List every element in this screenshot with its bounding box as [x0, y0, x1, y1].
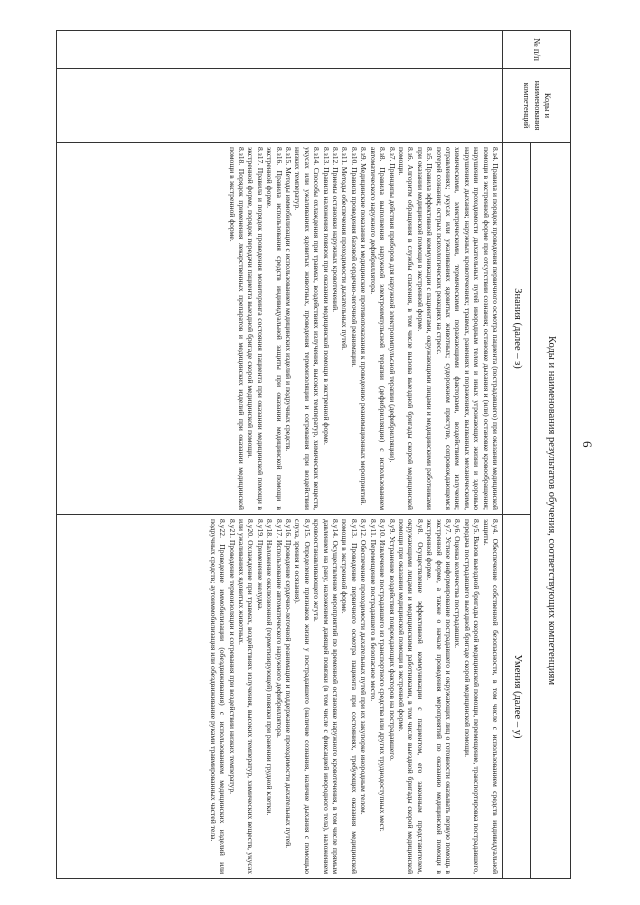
knowledge-item: 8.з8. Правила выполнения наружной электроимпульсной терапии (дефибрилляции) с использованием автоматического наружного дефибриллятора. [368, 147, 388, 510]
knowledge-cell [57, 143, 503, 515]
skill-item: 8.у15. Определение признаков жизни у пострадавшего (наличие сознания, наличие дыхания с помощью слуха, зрения и осязания). [293, 519, 312, 875]
knowledge-item: 8.з17. Правила и порядок проведения мониторинга состояния пациента при оказании медицинской помощи в экстренной форме, порядок передачи пациента выездной бригаде скорой медицинской помощи. [246, 147, 265, 510]
page-number: 6 [580, 441, 595, 448]
knowledge-item: 8.з15. Методы иммобилизации с использованием медицинских изделий и подручных средств. [284, 147, 294, 452]
knowledge-item: 8.з13. Правила наложения повязок при оказании медицинской помощи в экстренной форме. [321, 147, 331, 445]
skill-item: 8.у21. Проведение термоизоляции и согревания при воздействии низких температур. [227, 519, 237, 795]
skill-item: 8.у5. Вызов выездной бригады скорой медицинской помощи, перемещение, транспортировка пострадавшего, передача пострадавшего выездной бригаде скорой медицинской помощи. [462, 519, 482, 875]
skill-item: 8.у17. Использование автоматического наружного дефибриллятора. [274, 519, 284, 738]
skill-item: 8.у4. Обеспечение собственной безопасности, в том числе с использованием средств индивидуальной защиты. [481, 519, 500, 875]
skill-item: 8.у12. Обеспечение проходимости дыхательных путей при их закупорке инородным телом. [359, 519, 369, 815]
skill-item: 8.у9. Устранение воздействия повреждающих факторов на пострадавшего. [387, 519, 397, 761]
competency-table [56, 30, 571, 879]
knowledge-item: 8.з14. Способы охлаждения при травмах, воздействиях излучения, высоких температур, химических веществ, укусах или ужаливаниях ядовитых животных, проведения термоизоляции и согревания при воздействии низких температур. [293, 147, 322, 510]
header-knowledge: Знания (далее – з) [503, 143, 531, 515]
skill-item: 8.у20. Охлаждение при травмах, воздействиях излучения, высоких температур, химических веществ, укусах или ужаливаниях ядовитых животных. [237, 519, 256, 875]
knowledge-item: 8.з11. Методы обеспечения проходимости дыхательных путей. [340, 147, 350, 351]
header-number: № п/п [503, 31, 571, 69]
skill-item: 8.у11. Перемещение пострадавшего в безопасное место. [368, 519, 378, 702]
skill-item: 8.у19. Применение желудка. [255, 519, 265, 611]
cell-number [57, 31, 503, 69]
header-results: Коды и наименования результатов обучения, соответствующих компетенциям [531, 143, 571, 879]
skill-item: 8.у13. Проведение первичного осмотра пациента при состояниях, требующих оказания медицинской помощи в экстренной форме. [340, 519, 359, 875]
skill-item: 8.у6. Оценка количества пострадавших. [453, 519, 463, 649]
knowledge-item: 8.з12. Приемы остановки наружных кровотечений. [331, 147, 341, 313]
skill-item: 8.у16. Проведение сердечно-легочной реанимации и поддержание проходимости дыхательных путей. [284, 519, 294, 849]
knowledge-item: 8.з5. Правила эффективной коммуникации с пациентами, окружающими лицами и медицинскими работниками при оказании медицинской помощи в экстренной форме. [415, 147, 435, 510]
header-codes: Коды и наименования компетенций [503, 69, 571, 143]
header-skills: Умения (далее – у) [503, 515, 531, 879]
skills-cell [57, 515, 503, 879]
skill-item: 8.у10. Извлечение пострадавшего из транспортного средства или других труднодоступных мест. [378, 519, 388, 832]
skill-item: 8.у18. Наложение окклюзионной (герметизирующей) повязки при ранении грудной клетки. [265, 519, 275, 816]
knowledge-item: 8.з6. Алгоритм обращения в службы спасения, в том числе вызова выездной бригады скорой медицинской помощи. [396, 147, 416, 510]
knowledge-item: 8.з9. Медицинские показания и медицинские противопоказания к проведению реанимационных мероприятий. [359, 147, 369, 506]
skill-item: 8.у14. Осуществление мероприятий по временной остановке наружного кровотечения, в том числе прямым давлением на рану, наложением давящей повязки (в том числе с фиксацией инородного тела), наложением кровоостанавливающего жгута. [312, 519, 341, 875]
knowledge-item: 8.з18. Порядок применения лекарственных препаратов и медицинских изделий при оказании медицинской помощи в экстренной форме. [227, 147, 247, 510]
knowledge-item: 8.з16. Правила использования средств индивидуальной защиты при оказании медицинской помощи в экстренной форме. [265, 147, 284, 510]
knowledge-item: 8.з4. Правила и порядок проведения первичного осмотра пациента (пострадавшего) при оказании медицинской помощи в экстренной форме при отсутствии сознания; остановке дыхания и (или) остановке кровообращения; нарушении проходимости дыхательных путей инородным телом и иных угрожающих жизни и здоровью нарушениях дыхания; наружных кровотечениях; травмах, ранениях и поражениях, вызванных механическими, химическими, электрическими, термическими поражающими факторами, воздействием излучения; отравлениях; укусах или ужаливаниях ядовитых животных; судорожном приступе, сопровождающемся потерей сознания; острых психологических реакциях на стресс. [434, 147, 500, 510]
cell-codes [57, 69, 503, 143]
skill-item: 8.у7. Устное информирование пострадавшего и окружающих лиц о готовности оказывать первую помощь в экстренной форме, а также о начале проведения мероприятий по оказанию медицинской помощи в экстренной форме. [425, 519, 453, 875]
skill-item: 8.у8. Осуществление эффективной коммуникации с пациентом, его законным представителем, окружающими лицами и медицинскими работниками, в том числе выездной бригады скорой медицинской помощи при оказании медицинской помощи в экстренной форме. [396, 519, 425, 875]
knowledge-item: 8.з7. Принципы действия приборов для наружной электроимпульсной терапии (дефибрилляции). [387, 147, 397, 463]
skill-item: 8.у22. Проведение иммобилизации (обездвиживания) с использованием медицинских изделий или подручных средств; аутоиммобилизация или обездвиживание руками травмированных частей тела. [208, 519, 228, 875]
knowledge-item: 8.з10. Правила проведения базовой сердечно-легочной реанимации. [349, 147, 359, 368]
competency-table-sheet [56, 30, 571, 878]
